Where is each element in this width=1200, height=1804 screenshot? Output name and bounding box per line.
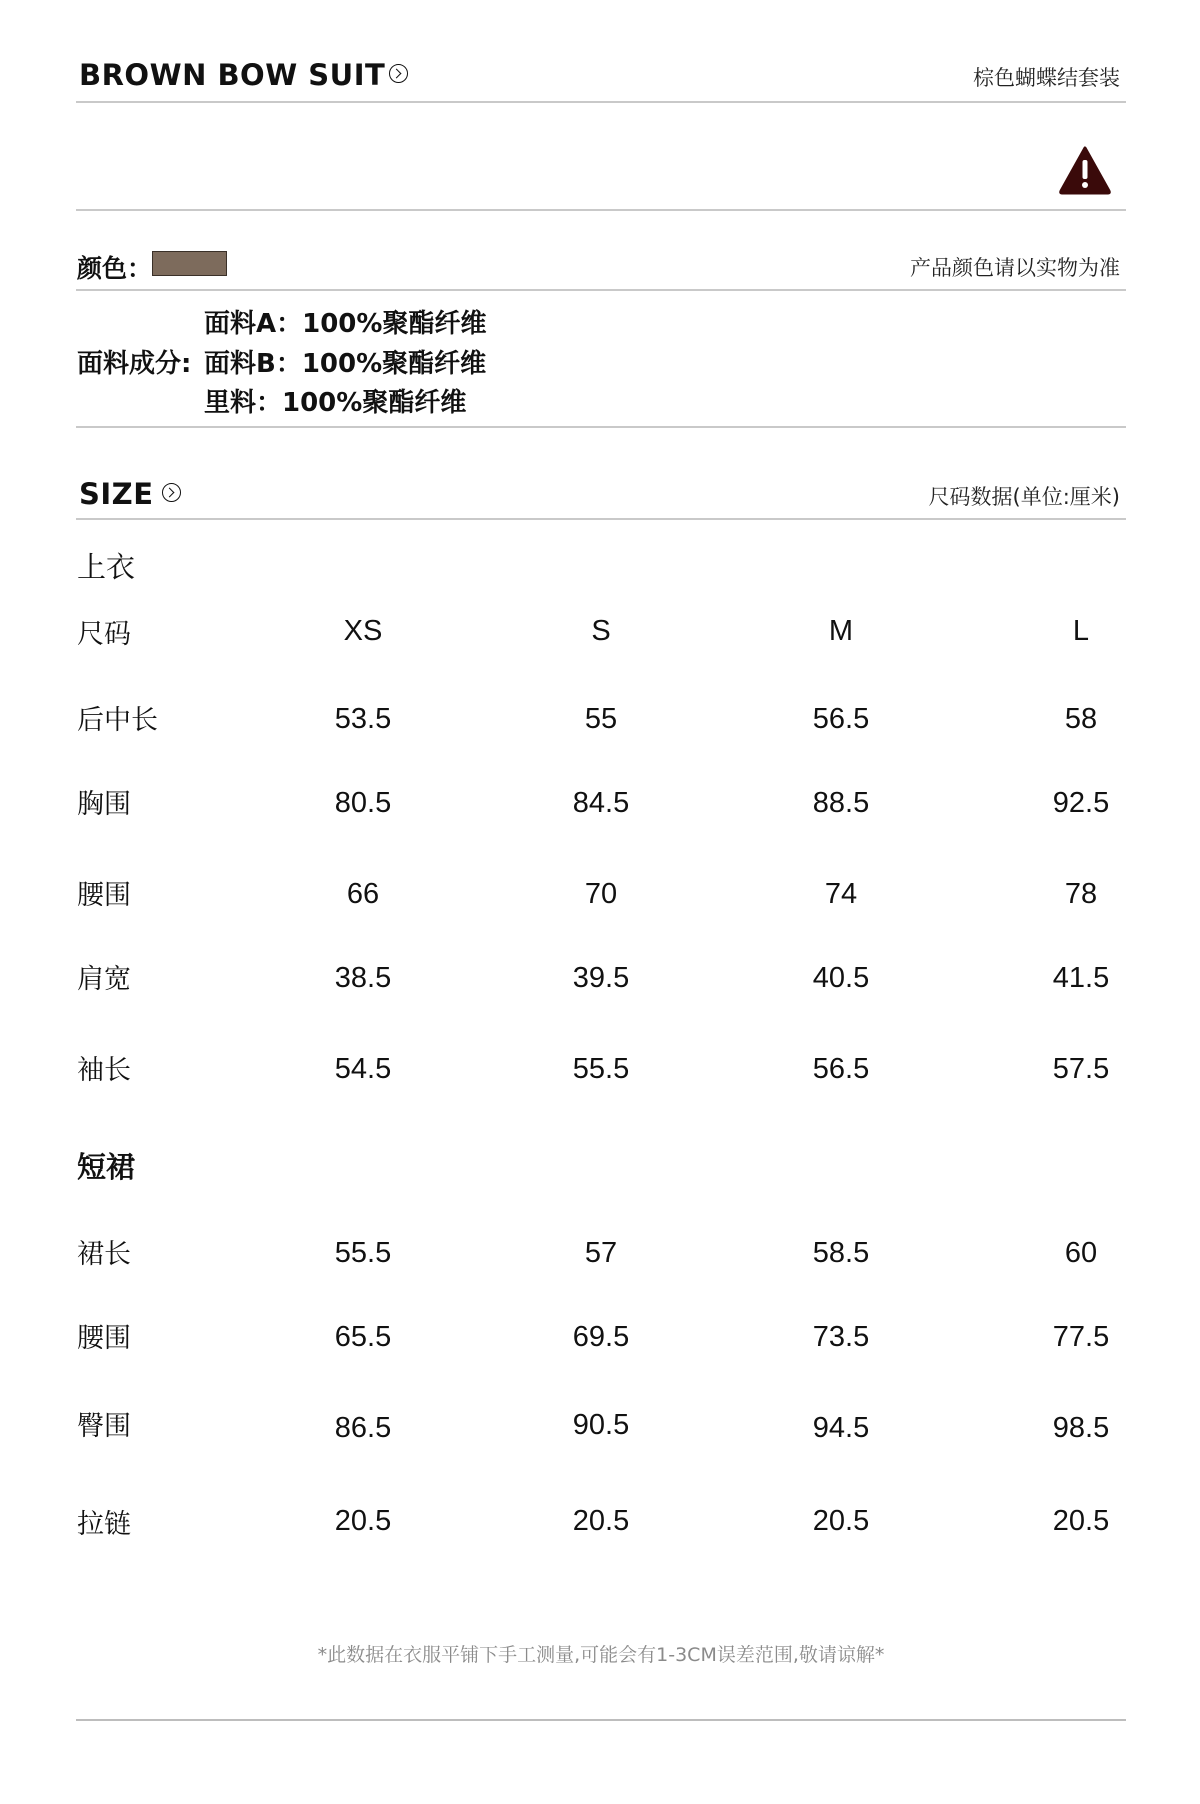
section-title-top: 上衣 xyxy=(77,550,136,584)
row-label: 肩宽 xyxy=(77,964,131,995)
table-cell: 88.5 xyxy=(812,787,870,819)
color-label: 颜色： xyxy=(77,254,153,283)
row-label: 袖长 xyxy=(77,1055,131,1086)
table-cell: 86.5 xyxy=(334,1412,392,1444)
divider xyxy=(76,426,1126,428)
table-cell: 94.5 xyxy=(812,1412,870,1444)
divider xyxy=(76,518,1126,520)
table-cell: 38.5 xyxy=(334,962,392,994)
table-cell: 57 xyxy=(584,1237,618,1269)
table-cell: 80.5 xyxy=(334,787,392,819)
color-note: 产品颜色请以实物为准 xyxy=(910,256,1120,280)
size-header-xs: XS xyxy=(343,615,383,647)
table-cell: 78 xyxy=(1064,878,1098,910)
divider xyxy=(76,209,1126,211)
measurement-disclaimer: *此数据在衣服平铺下手工测量,可能会有1-3CM误差范围,敬请谅解* xyxy=(317,1644,885,1666)
table-cell: 20.5 xyxy=(572,1505,630,1537)
table-cell: 69.5 xyxy=(572,1321,630,1353)
table-cell: 58 xyxy=(1064,703,1098,735)
table-cell: 20.5 xyxy=(812,1505,870,1537)
table-cell: 20.5 xyxy=(334,1505,392,1537)
fabric-label: 面料成分: xyxy=(77,349,192,379)
table-cell: 55.5 xyxy=(334,1237,392,1269)
table-cell: 53.5 xyxy=(334,703,392,735)
size-unit-note: 尺码数据(单位:厘米) xyxy=(928,485,1120,509)
table-cell: 57.5 xyxy=(1052,1053,1110,1085)
divider xyxy=(76,101,1126,103)
divider xyxy=(76,1719,1126,1721)
size-header-m: M xyxy=(828,615,854,647)
chevron-right-circle-icon xyxy=(389,64,408,83)
product-title-text: BROWN BOW SUIT xyxy=(79,58,386,92)
table-cell: 39.5 xyxy=(572,962,630,994)
table-cell: 65.5 xyxy=(334,1321,392,1353)
table-cell: 54.5 xyxy=(334,1053,392,1085)
table-cell: 84.5 xyxy=(572,787,630,819)
table-cell: 56.5 xyxy=(812,1053,870,1085)
product-title-cn: 棕色蝴蝶结套装 xyxy=(973,66,1120,90)
table-cell: 60 xyxy=(1064,1237,1098,1269)
section-title-skirt: 短裙 xyxy=(77,1150,136,1184)
fabric-line-b: 面料B：100%聚酯纤维 xyxy=(204,349,487,379)
table-cell: 90.5 xyxy=(572,1409,630,1441)
table-cell: 40.5 xyxy=(812,962,870,994)
table-cell: 92.5 xyxy=(1052,787,1110,819)
size-title xyxy=(79,477,181,511)
row-label: 臀围 xyxy=(77,1411,131,1442)
warning-triangle-icon xyxy=(1058,145,1112,195)
divider xyxy=(76,289,1126,291)
size-header-label: 尺码 xyxy=(77,619,131,650)
fabric-line-lining: 里料：100%聚酯纤维 xyxy=(204,388,467,418)
table-cell: 74 xyxy=(824,878,858,910)
row-label: 腰围 xyxy=(77,880,131,911)
table-cell: 66 xyxy=(346,878,380,910)
color-swatch xyxy=(152,251,227,276)
fabric-line-a: 面料A：100%聚酯纤维 xyxy=(204,309,487,339)
chevron-right-circle-icon xyxy=(162,483,181,502)
size-header-s: S xyxy=(591,615,611,647)
row-label: 拉链 xyxy=(77,1509,131,1540)
product-title xyxy=(79,58,408,92)
size-header-l: L xyxy=(1072,615,1090,647)
row-label: 胸围 xyxy=(77,789,131,820)
table-cell: 98.5 xyxy=(1052,1412,1110,1444)
table-cell: 58.5 xyxy=(812,1237,870,1269)
table-cell: 20.5 xyxy=(1052,1505,1110,1537)
row-label: 腰围 xyxy=(77,1323,131,1354)
table-cell: 56.5 xyxy=(812,703,870,735)
table-cell: 73.5 xyxy=(812,1321,870,1353)
table-cell: 55.5 xyxy=(572,1053,630,1085)
size-title-text: SIZE xyxy=(79,477,154,511)
table-cell: 41.5 xyxy=(1052,962,1110,994)
table-cell: 77.5 xyxy=(1052,1321,1110,1353)
row-label: 后中长 xyxy=(77,705,158,736)
table-cell: 70 xyxy=(584,878,618,910)
row-label: 裙长 xyxy=(77,1239,131,1270)
table-cell: 55 xyxy=(584,703,618,735)
